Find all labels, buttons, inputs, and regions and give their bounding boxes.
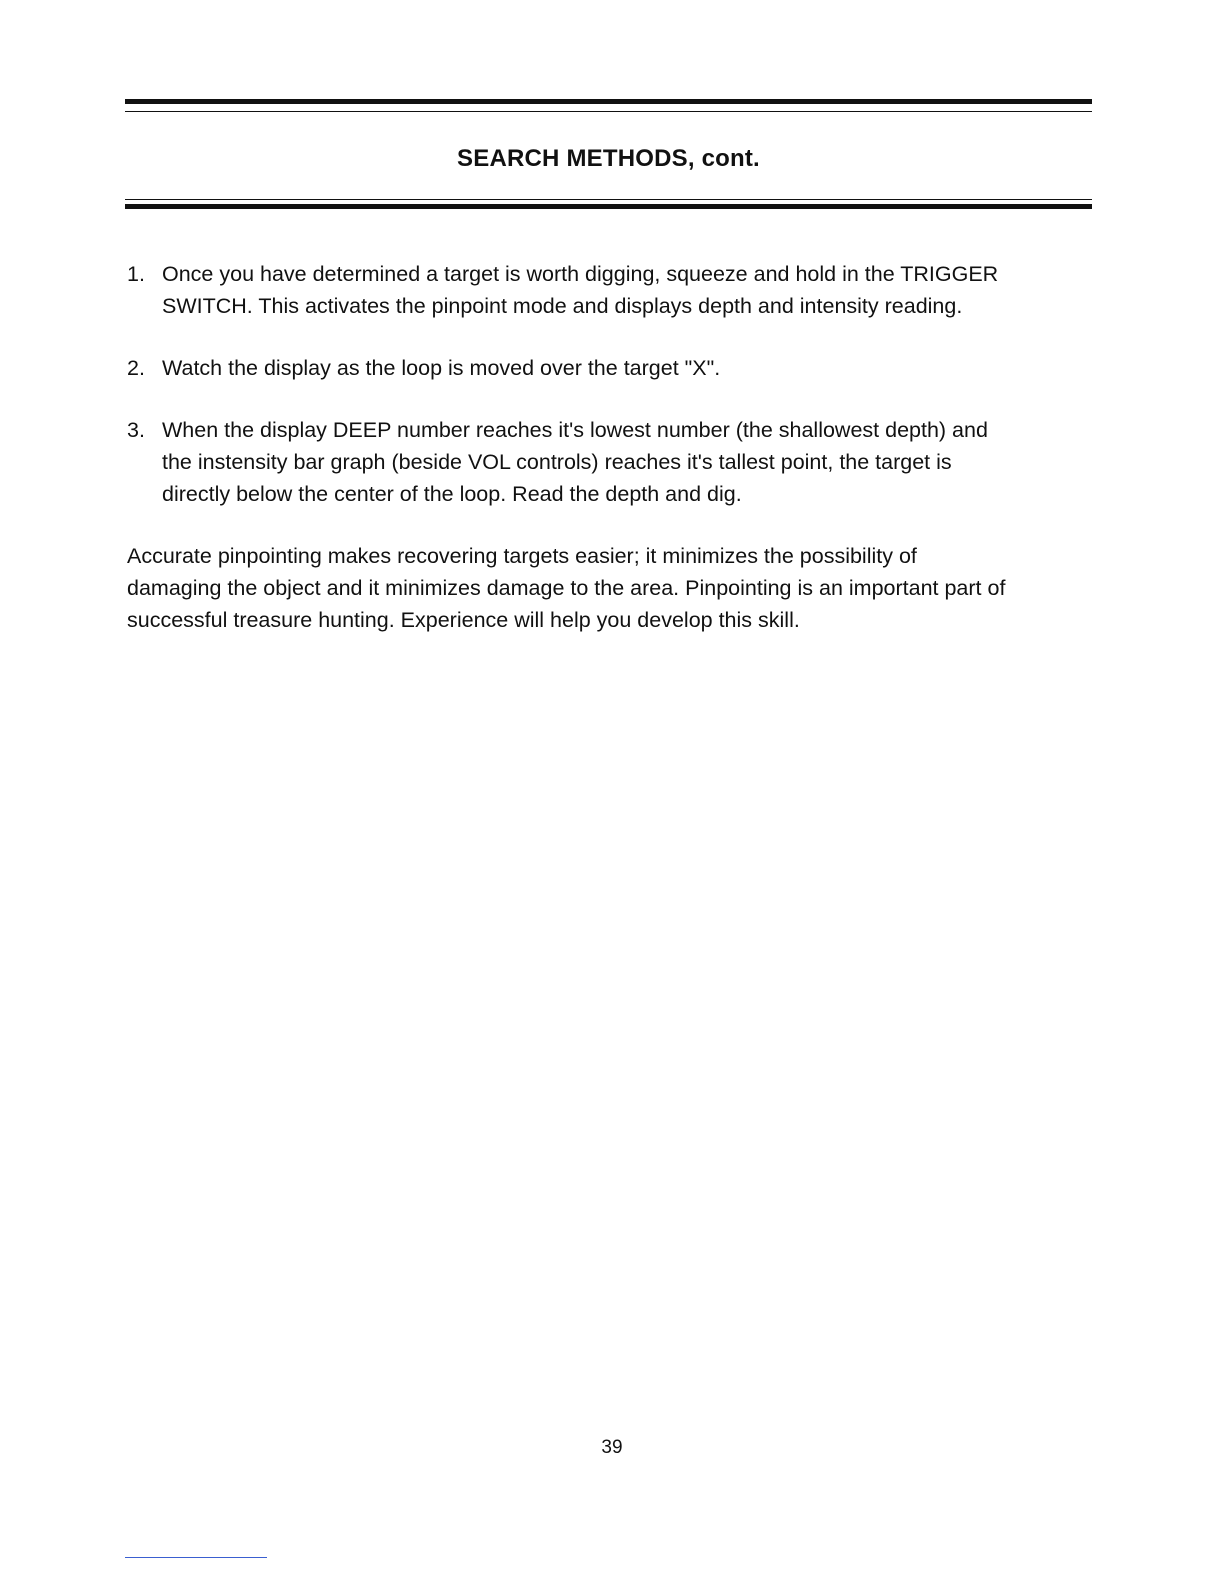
summary-paragraph: Accurate pinpointing makes recovering targets easier; it minimizes the possibility of damaging the object and it minimizes damage to the area. Pinpointing is an important part of successful treasure hunting. Experience will help you develop this skill. <box>127 544 1006 632</box>
step-text: Once you have determined a target is worth digging, squeeze and hold in the TRIGGER SWITCH. This activates the pinpoint mode and displays depth and intensity reading. <box>162 262 999 318</box>
header-rule-thick-bottom <box>125 204 1092 209</box>
step-number: 1. <box>127 262 145 286</box>
footer-line <box>125 1557 267 1558</box>
step-item <box>127 352 1007 384</box>
page-number: 39 <box>601 1437 623 1458</box>
step-number: 3. <box>127 418 145 442</box>
step-text: Watch the display as the loop is moved over the target "X". <box>162 356 721 380</box>
page-title: SEARCH METHODS, cont. <box>457 145 760 172</box>
header-rule-thin-bottom <box>125 199 1092 200</box>
step-item <box>127 414 1007 510</box>
step-text: When the display DEEP number reaches it's lowest number (the shallowest depth) and the instensity bar graph (beside VOL controls) reaches it's tallest point, the target is directly below the center of the loop. Read the depth and dig. <box>162 418 988 506</box>
step-item <box>127 258 1007 322</box>
header-rule-thin-top <box>125 111 1092 112</box>
page-content <box>127 258 1007 636</box>
header-rule-thick-top <box>125 99 1092 104</box>
step-number: 2. <box>127 356 145 380</box>
